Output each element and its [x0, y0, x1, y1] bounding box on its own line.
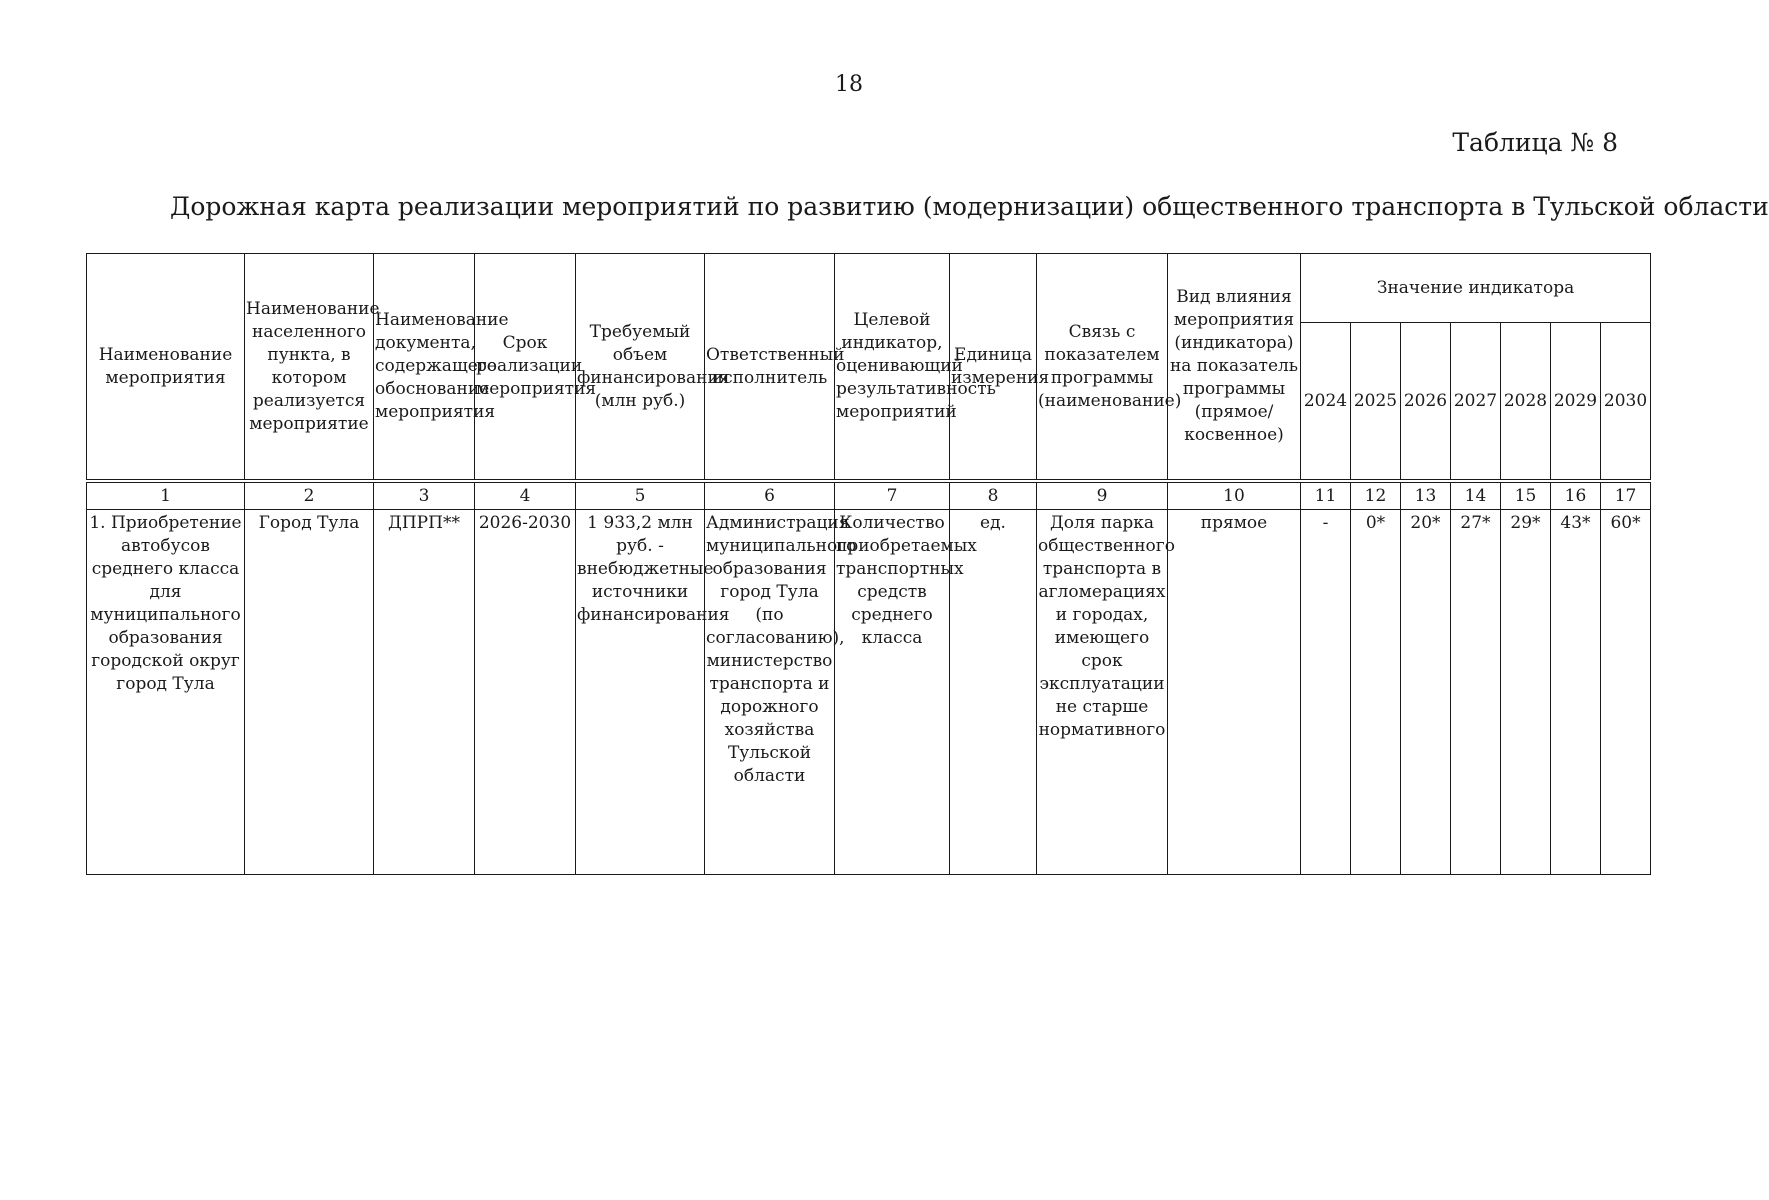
column-number: 6	[705, 481, 835, 510]
header-year: 2030	[1601, 323, 1651, 482]
column-number: 3	[374, 481, 475, 510]
cell-term: 2026-2030	[475, 510, 576, 875]
column-number: 7	[835, 481, 950, 510]
header-year: 2029	[1551, 323, 1601, 482]
header-executor: Ответственный исполнитель	[705, 254, 835, 482]
column-numbers-row	[87, 481, 1651, 510]
column-number: 14	[1451, 481, 1501, 510]
header-settlement: Наименование населенного пункта, в котором реализуется мероприятие	[245, 254, 374, 482]
page-number: 18	[835, 72, 863, 97]
document-title: Дорожная карта реализации мероприятий по развитию (модернизации) общественного транспорта в Тульской области	[170, 192, 1769, 221]
roadmap-table	[86, 253, 1651, 875]
header-program-link: Связь с показателем программы (наименование)	[1037, 254, 1168, 482]
cell-settlement: Город Тула	[245, 510, 374, 875]
column-number: 11	[1301, 481, 1351, 510]
table-number: Таблица № 8	[1452, 128, 1618, 157]
header-indicator-value: Значение индикатора	[1301, 254, 1651, 323]
cell-document: ДПРП**	[374, 510, 475, 875]
column-number: 9	[1037, 481, 1168, 510]
column-number: 15	[1501, 481, 1551, 510]
header-unit: Единица измерения	[950, 254, 1037, 482]
cell-event-name: 1. Приобретение автобусов среднего класса для муниципального образования городской округ город Тула	[87, 510, 245, 875]
cell-value-2029: 43*	[1551, 510, 1601, 875]
header-year: 2027	[1451, 323, 1501, 482]
cell-program-link: Доля парка общественного транспорта в агломерациях и городах, имеющего срок эксплуатации не старше нормативного	[1037, 510, 1168, 875]
header-funding: Требуемый объем финансирования (млн руб.)	[576, 254, 705, 482]
cell-executor: Администрация муниципального образования город Тула (по согласованию), министерство транспорта и дорожного хозяйства Тульской области	[705, 510, 835, 875]
header-influence: Вид влияния мероприятия (индикатора) на показатель программы (прямое/ косвенное)	[1168, 254, 1301, 482]
column-number: 4	[475, 481, 576, 510]
column-number: 8	[950, 481, 1037, 510]
column-number: 10	[1168, 481, 1301, 510]
header-document: Наименование документа, содержащего обоснование мероприятия	[374, 254, 475, 482]
column-number: 2	[245, 481, 374, 510]
column-number: 13	[1401, 481, 1451, 510]
cell-target-indicator: Количество приобретаемых транспортных средств среднего класса	[835, 510, 950, 875]
table-row	[87, 510, 1651, 875]
cell-value-2025: 0*	[1351, 510, 1401, 875]
cell-value-2024: -	[1301, 510, 1351, 875]
header-year: 2025	[1351, 323, 1401, 482]
column-number: 5	[576, 481, 705, 510]
header-year: 2028	[1501, 323, 1551, 482]
header-term: Срок реализации мероприятия	[475, 254, 576, 482]
column-number: 1	[87, 481, 245, 510]
header-target-indicator: Целевой индикатор, оценивающий результативность мероприятий	[835, 254, 950, 482]
cell-value-2028: 29*	[1501, 510, 1551, 875]
header-year: 2024	[1301, 323, 1351, 482]
header-event-name: Наименование мероприятия	[87, 254, 245, 482]
column-number: 17	[1601, 481, 1651, 510]
column-number: 12	[1351, 481, 1401, 510]
header-year: 2026	[1401, 323, 1451, 482]
cell-value-2026: 20*	[1401, 510, 1451, 875]
cell-funding: 1 933,2 млн руб. - внебюджетные источники финансирования	[576, 510, 705, 875]
column-number: 16	[1551, 481, 1601, 510]
cell-influence: прямое	[1168, 510, 1301, 875]
cell-value-2027: 27*	[1451, 510, 1501, 875]
cell-unit: ед.	[950, 510, 1037, 875]
cell-value-2030: 60*	[1601, 510, 1651, 875]
